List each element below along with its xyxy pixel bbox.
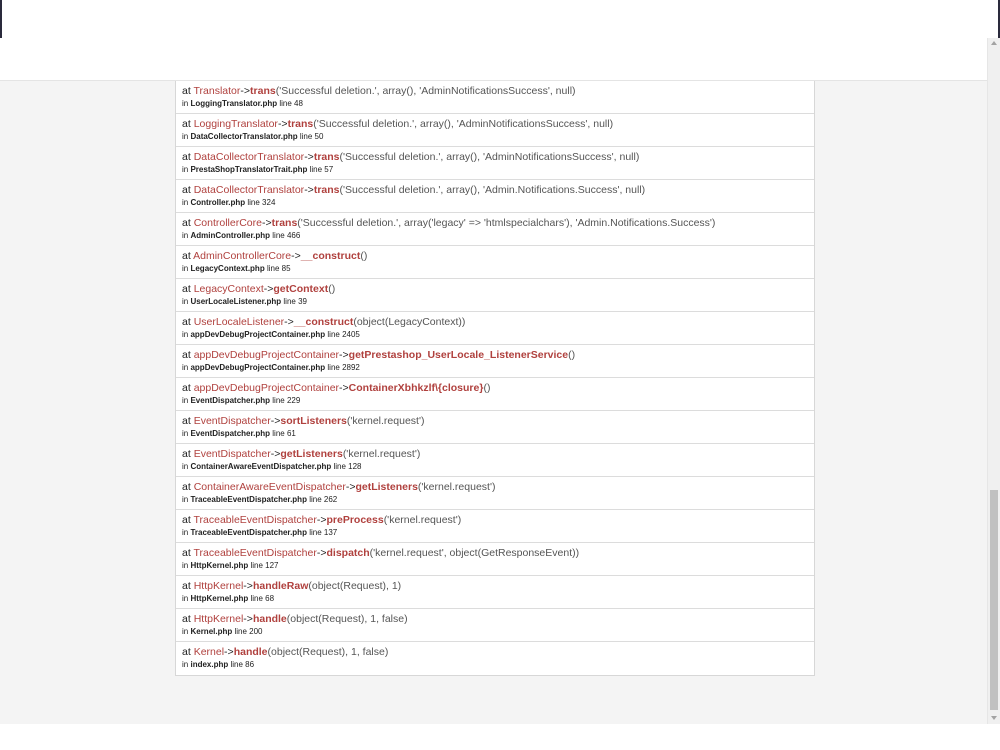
file-name: UserLocaleListener.php xyxy=(190,297,282,306)
scrollbar-thumb[interactable] xyxy=(990,490,998,710)
line-number: line 127 xyxy=(250,561,279,570)
in-label: in xyxy=(182,165,189,174)
method-name: getListeners xyxy=(355,481,418,493)
line-number: line 85 xyxy=(266,264,291,273)
trace-call xyxy=(182,84,814,98)
trace-row xyxy=(176,609,814,642)
arrow-operator: -> xyxy=(270,415,281,427)
line-number: line 128 xyxy=(333,462,362,471)
trace-call xyxy=(182,117,814,131)
at-label: at xyxy=(182,613,191,625)
method-args: ('kernel.request') xyxy=(383,514,462,526)
at-label: at xyxy=(182,85,191,97)
file-name: EventDispatcher.php xyxy=(190,429,271,438)
window-edge-left xyxy=(0,0,2,38)
trace-location xyxy=(182,164,814,176)
line-number: line 324 xyxy=(247,198,276,207)
file-name: AdminController.php xyxy=(190,231,271,240)
class-name-link[interactable]: Kernel xyxy=(193,646,225,658)
method-name: handle xyxy=(252,613,287,625)
arrow-operator: -> xyxy=(243,613,253,625)
trace-call xyxy=(182,513,814,527)
line-number: line 61 xyxy=(272,429,296,438)
method-args: ('kernel.request', object(GetResponseEvent)) xyxy=(369,547,580,559)
trace-call xyxy=(182,579,814,593)
method-args: ('Successful deletion.', array(), 'Admin.Notifications.Success', null) xyxy=(339,184,646,196)
class-name-link[interactable]: LegacyContext xyxy=(193,283,264,295)
at-label: at xyxy=(182,316,191,328)
trace-call xyxy=(182,414,814,428)
scroll-up-arrow-icon[interactable] xyxy=(991,41,997,45)
trace-row xyxy=(176,477,814,510)
class-name-link[interactable]: appDevDebugProjectContainer xyxy=(193,382,340,394)
method-name: handleRaw xyxy=(252,580,309,592)
arrow-operator: -> xyxy=(316,547,327,559)
arrow-operator: -> xyxy=(339,349,349,361)
in-label: in xyxy=(182,660,189,669)
in-label: in xyxy=(182,132,189,141)
at-label: at xyxy=(182,448,191,460)
method-name: getContext xyxy=(273,283,329,295)
trace-location xyxy=(182,131,814,143)
trace-row xyxy=(176,180,814,213)
trace-call xyxy=(182,315,814,329)
file-name: HttpKernel.php xyxy=(190,561,249,570)
trace-call xyxy=(182,183,814,197)
method-args: (object(LegacyContext)) xyxy=(353,316,466,328)
at-label: at xyxy=(182,151,191,163)
method-name: trans xyxy=(271,217,298,229)
at-label: at xyxy=(182,547,191,559)
in-label: in xyxy=(182,231,189,240)
arrow-operator: -> xyxy=(243,580,253,592)
arrow-operator: -> xyxy=(304,151,314,163)
method-args: ('Successful deletion.', array(), 'AdminNotificationsSuccess', null) xyxy=(313,118,614,130)
method-args: () xyxy=(568,349,576,361)
trace-call xyxy=(182,381,814,395)
class-name-link[interactable]: EventDispatcher xyxy=(193,448,271,460)
class-name-link[interactable]: AdminControllerCore xyxy=(193,250,292,262)
browser-top-area xyxy=(0,0,1000,38)
file-name: TraceableEventDispatcher.php xyxy=(190,528,307,537)
trace-location xyxy=(182,296,814,308)
trace-row xyxy=(176,312,814,345)
at-label: at xyxy=(182,250,191,262)
trace-call xyxy=(182,150,814,164)
trace-row xyxy=(176,114,814,147)
file-name: appDevDebugProjectContainer.php xyxy=(190,363,326,372)
method-args: (object(Request), 1, false) xyxy=(286,613,408,625)
trace-location xyxy=(182,98,814,110)
line-number: line 86 xyxy=(230,660,255,669)
class-name-link[interactable]: EventDispatcher xyxy=(193,415,271,427)
trace-location xyxy=(182,461,814,473)
trace-call xyxy=(182,645,814,659)
trace-row xyxy=(176,213,814,246)
file-name: DataCollectorTranslator.php xyxy=(190,132,298,141)
class-name-link[interactable]: ContainerAwareEventDispatcher xyxy=(193,481,346,493)
file-name: Kernel.php xyxy=(190,627,233,636)
file-name: HttpKernel.php xyxy=(190,594,249,603)
line-number: line 262 xyxy=(309,495,338,504)
file-name: PrestaShopTranslatorTrait.php xyxy=(190,165,308,174)
line-number: line 200 xyxy=(234,627,263,636)
class-name-link[interactable]: ControllerCore xyxy=(193,217,262,229)
class-name-link[interactable]: Translator xyxy=(193,85,241,97)
at-label: at xyxy=(182,349,191,361)
scroll-down-arrow-icon[interactable] xyxy=(991,716,997,720)
line-number: line 2892 xyxy=(327,363,360,372)
method-args: () xyxy=(328,283,336,295)
in-label: in xyxy=(182,396,189,405)
method-name: ContainerXbhkzlf\{closure} xyxy=(348,382,484,394)
trace-location xyxy=(182,428,814,440)
at-label: at xyxy=(182,118,191,130)
in-label: in xyxy=(182,462,189,471)
method-name: getPrestashop_UserLocale_ListenerService xyxy=(348,349,569,361)
file-name: Controller.php xyxy=(190,198,246,207)
trace-row xyxy=(176,642,814,675)
trace-location xyxy=(182,626,814,638)
method-name: __construct xyxy=(293,316,354,328)
method-name: trans xyxy=(287,118,314,130)
method-args: ('kernel.request') xyxy=(342,448,421,460)
in-label: in xyxy=(182,198,189,207)
trace-location xyxy=(182,362,814,374)
stack-trace-list xyxy=(175,81,815,676)
method-args: (object(Request), 1, false) xyxy=(267,646,389,658)
trace-row xyxy=(176,147,814,180)
trace-location xyxy=(182,659,814,671)
file-name: EventDispatcher.php xyxy=(190,396,271,405)
in-label: in xyxy=(182,330,189,339)
line-number: line 48 xyxy=(279,99,303,108)
trace-location xyxy=(182,263,814,275)
file-name: index.php xyxy=(190,660,229,669)
line-number: line 57 xyxy=(309,165,334,174)
in-label: in xyxy=(182,495,189,504)
trace-call xyxy=(182,447,814,461)
line-number: line 466 xyxy=(272,231,301,240)
trace-call xyxy=(182,480,814,494)
line-number: line 50 xyxy=(299,132,324,141)
at-label: at xyxy=(182,580,191,592)
method-name: trans xyxy=(313,151,340,163)
header-panel xyxy=(0,38,987,81)
method-name: getListeners xyxy=(280,448,343,460)
arrow-operator: -> xyxy=(291,250,301,262)
method-args: (object(Request), 1) xyxy=(308,580,402,592)
trace-location xyxy=(182,329,814,341)
method-name: sortListeners xyxy=(280,415,347,427)
method-name: dispatch xyxy=(326,547,370,559)
file-name: appDevDebugProjectContainer.php xyxy=(190,330,326,339)
in-label: in xyxy=(182,363,189,372)
arrow-operator: -> xyxy=(261,217,272,229)
trace-location xyxy=(182,197,814,209)
class-name-link[interactable]: UserLocaleListener xyxy=(193,316,285,328)
trace-call xyxy=(182,249,814,263)
arrow-operator: -> xyxy=(224,646,234,658)
arrow-operator: -> xyxy=(345,481,356,493)
trace-call xyxy=(182,546,814,560)
arrow-operator: -> xyxy=(284,316,294,328)
at-label: at xyxy=(182,646,191,658)
class-name-link[interactable]: TraceableEventDispatcher xyxy=(193,547,317,559)
line-number: line 2405 xyxy=(327,330,360,339)
at-label: at xyxy=(182,514,191,526)
class-name-link[interactable]: TraceableEventDispatcher xyxy=(193,514,317,526)
class-name-link[interactable]: DataCollectorTranslator xyxy=(193,184,305,196)
trace-row xyxy=(176,444,814,477)
trace-call xyxy=(182,282,814,296)
arrow-operator: -> xyxy=(339,382,349,394)
in-label: in xyxy=(182,561,189,570)
at-label: at xyxy=(182,481,191,493)
at-label: at xyxy=(182,217,191,229)
class-name-link[interactable]: LoggingTranslator xyxy=(193,118,278,130)
in-label: in xyxy=(182,264,189,273)
method-args: ('kernel.request') xyxy=(417,481,496,493)
class-name-link[interactable]: HttpKernel xyxy=(193,613,244,625)
trace-location xyxy=(182,230,814,242)
file-name: TraceableEventDispatcher.php xyxy=(190,495,307,504)
trace-row xyxy=(176,345,814,378)
line-number: line 68 xyxy=(250,594,275,603)
arrow-operator: -> xyxy=(270,448,281,460)
vertical-scrollbar[interactable] xyxy=(987,38,1000,724)
in-label: in xyxy=(182,429,189,438)
method-args: () xyxy=(360,250,368,262)
at-label: at xyxy=(182,184,191,196)
class-name-link[interactable]: DataCollectorTranslator xyxy=(193,151,305,163)
trace-row xyxy=(176,246,814,279)
trace-row xyxy=(176,411,814,444)
trace-row xyxy=(176,576,814,609)
trace-location xyxy=(182,395,814,407)
bottom-area xyxy=(0,724,1000,750)
trace-call xyxy=(182,216,814,230)
in-label: in xyxy=(182,297,189,306)
in-label: in xyxy=(182,528,189,537)
page-viewport xyxy=(0,38,1000,724)
arrow-operator: -> xyxy=(240,85,251,97)
trace-row xyxy=(176,510,814,543)
trace-call xyxy=(182,612,814,626)
file-name: ContainerAwareEventDispatcher.php xyxy=(190,462,332,471)
in-label: in xyxy=(182,594,189,603)
class-name-link[interactable]: appDevDebugProjectContainer xyxy=(193,349,340,361)
arrow-operator: -> xyxy=(277,118,288,130)
trace-location xyxy=(182,560,814,572)
method-name: handle xyxy=(233,646,268,658)
trace-location xyxy=(182,527,814,539)
trace-location xyxy=(182,494,814,506)
trace-row xyxy=(176,81,814,114)
file-name: LoggingTranslator.php xyxy=(190,99,278,108)
method-args: ('Successful deletion.', array(), 'AdminNotificationsSuccess', null) xyxy=(275,85,576,97)
method-name: __construct xyxy=(300,250,361,262)
in-label: in xyxy=(182,99,189,108)
arrow-operator: -> xyxy=(263,283,274,295)
at-label: at xyxy=(182,415,191,427)
file-name: LegacyContext.php xyxy=(190,264,265,273)
arrow-operator: -> xyxy=(304,184,314,196)
method-name: trans xyxy=(250,85,276,97)
arrow-operator: -> xyxy=(316,514,327,526)
method-name: preProcess xyxy=(326,514,384,526)
method-args: ('kernel.request') xyxy=(346,415,425,427)
in-label: in xyxy=(182,627,189,636)
line-number: line 229 xyxy=(272,396,301,405)
method-args: ('Successful deletion.', array('legacy' => 'htmlspecialchars'), 'Admin.Notifications.Success') xyxy=(297,217,716,229)
line-number: line 137 xyxy=(309,528,338,537)
trace-row xyxy=(176,543,814,576)
method-name: trans xyxy=(313,184,340,196)
at-label: at xyxy=(182,382,191,394)
trace-call xyxy=(182,348,814,362)
class-name-link[interactable]: HttpKernel xyxy=(193,580,244,592)
method-args: () xyxy=(483,382,491,394)
method-args: ('Successful deletion.', array(), 'AdminNotificationsSuccess', null) xyxy=(339,151,640,163)
line-number: line 39 xyxy=(283,297,307,306)
at-label: at xyxy=(182,283,191,295)
trace-row xyxy=(176,279,814,312)
trace-row xyxy=(176,378,814,411)
trace-location xyxy=(182,593,814,605)
